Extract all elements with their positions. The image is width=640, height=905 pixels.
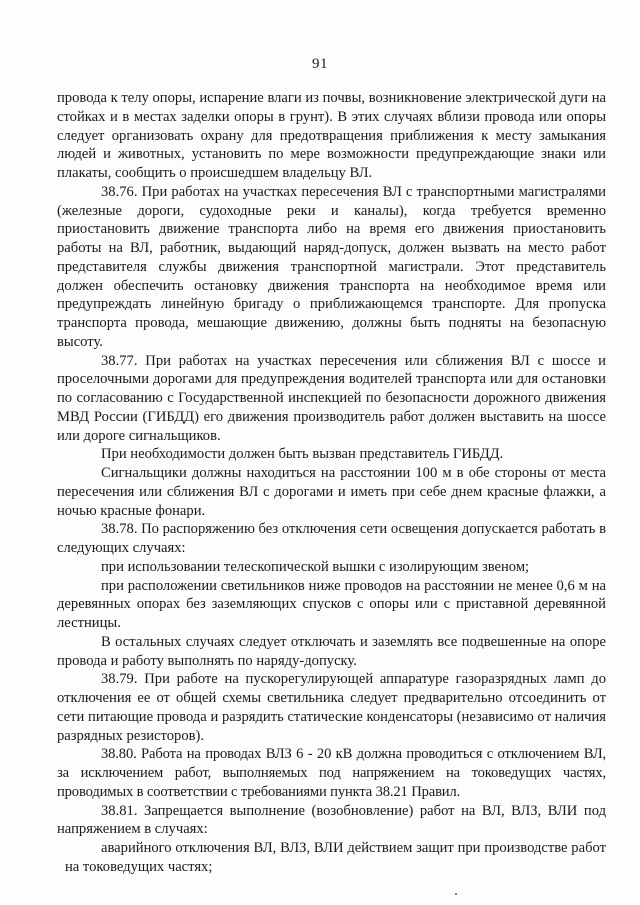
paragraph-38-81: 38.81. Запрещается выполнение (возобновление) работ на ВЛ, ВЛЗ, ВЛИ под напряжением в случаях: [57,802,606,838]
list-item-telescopic-tower: при использовании телескопической вышки с изолирующим звеном; [101,558,530,575]
paragraph-other-cases: В остальных случаях следует отключать и заземлять все подвешенные на опоре провода и работу выполнять по наряду-допуску. [57,633,606,669]
list-item-lamps-below-wires: при расположении светильников ниже проводов на расстоянии не менее 0,6 м на деревянных опорах без заземляющих спусков с опоры или с приставной деревянной лестницы. [57,577,606,631]
paragraph-38-80: 38.80. Работа на проводах ВЛЗ 6 - 20 кВ должна проводиться с отключением ВЛ, за исключением работ, выполняемых под напряжением на токоведущих частях, проводимых в соответствии с требованиями пункта 38.21 Правил. [57,746,606,800]
list-item-emergency-shutdown: аварийного отключения ВЛ, ВЛЗ, ВЛИ действием защит при производстве работ на токоведущих частях; [65,840,606,875]
paragraph-continuation: провода к телу опоры, испарение влаги из почвы, возникновение электрической дуги на стойках и в местах заделки опоры в грунт). В этих случаях вблизи провода или опоры следует организовать охрану для предотвращения приближения к месту замыкания людей и животных, установить по мере возможности предупреждающие знаки или плакаты, сообщить о происшедшем владельцу ВЛ. [57,90,606,181]
body-text [57,89,606,877]
paragraph-signalmen: Сигнальщики должны находиться на расстоянии 100 м в обе стороны от места пересечения или сближения ВЛ с дорогами и иметь при себе днем красные флажки, а ночью красные фонари. [57,465,606,519]
paragraph-gibdd-call: При необходимости должен быть вызван представитель ГИБДД. [101,446,504,463]
paragraph-38-77: 38.77. При работах на участках пересечения или сближения ВЛ с шоссе и проселочными дорогами для предупреждения водителей транспорта или для остановки по согласованию с Государственной инспекцией по безопасности дорожного движения МВД России (ГИБДД) его движения производитель работ должен выставить на шоссе или дороге сигнальщиков. [57,352,606,444]
page-number: 91 [312,56,328,72]
paragraph-38-76: 38.76. При работах на участках пересечения ВЛ с транспортными магистралями (железные дороги, судоходные реки и каналы), когда требуется временно приостановить движение транспорта либо на время его движения приостановить работы на ВЛ, работник, выдающий наряд-допуск, должен вызвать на место работ представителя службы движения транспортной магистрали. Этот представитель должен обеспечить остановку движения транспорта на необходимое время или предупреждать линейную бригаду о приближающемся транспорте. Для пропуска транспорта провода, мешающие движению, должны быть подняты на безопасную высоту. [57,183,606,350]
paragraph-38-78: 38.78. По распоряжению без отключения сети освещения допускается работать в следующих случаях: [57,521,606,556]
paragraph-38-79: 38.79. При работе на пускорегулирующей аппаратуре газоразрядных ламп до отключения ее от общей схемы светильника следует предварительно отсоединить от сети питающие провода и разрядить статические конденсаторы (независимо от наличия разрядных резисторов). [57,671,606,744]
scan-speck [455,893,457,895]
